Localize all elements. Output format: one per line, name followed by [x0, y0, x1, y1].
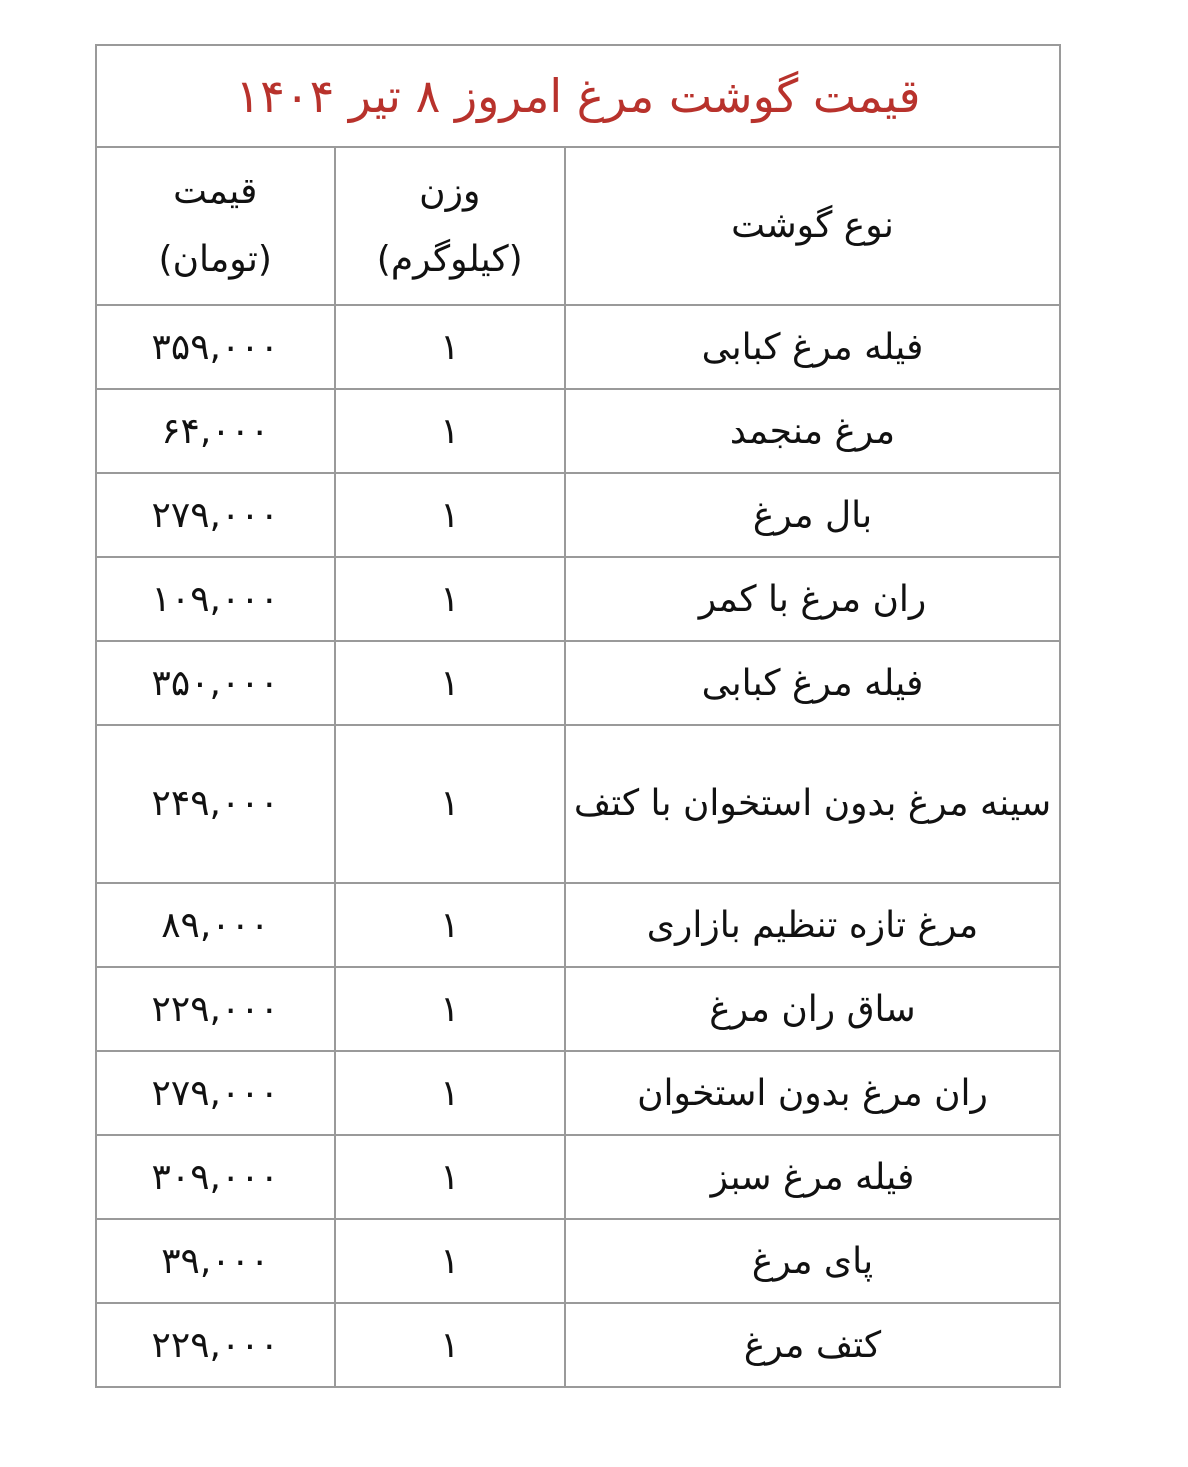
- header-type: نوع گوشت: [565, 147, 1060, 305]
- meat-price: ۲۷۹,۰۰۰: [96, 1051, 335, 1135]
- meat-price: ۳۹,۰۰۰: [96, 1219, 335, 1303]
- table-row: [96, 883, 1060, 967]
- meat-price: ۳۵۰,۰۰۰: [96, 641, 335, 725]
- meat-price: ۲۷۹,۰۰۰: [96, 473, 335, 557]
- table-row: [96, 557, 1060, 641]
- meat-type: کتف مرغ: [565, 1303, 1060, 1387]
- meat-weight: ۱: [335, 1219, 565, 1303]
- meat-weight: ۱: [335, 641, 565, 725]
- header-price-line2: (تومان): [158, 239, 272, 280]
- header-weight-line2: (کیلوگرم): [376, 239, 523, 280]
- table-row: [96, 1135, 1060, 1219]
- header-weight: [335, 147, 565, 305]
- meat-type: فیله مرغ سبز: [565, 1135, 1060, 1219]
- meat-type: فیله مرغ کبابی: [565, 641, 1060, 725]
- meat-type: فیله مرغ کبابی: [565, 305, 1060, 389]
- meat-price: ۸۹,۰۰۰: [96, 883, 335, 967]
- meat-price: ۶۴,۰۰۰: [96, 389, 335, 473]
- meat-type: ران مرغ با کمر: [565, 557, 1060, 641]
- table-row: [96, 389, 1060, 473]
- meat-type: مرغ منجمد: [565, 389, 1060, 473]
- meat-price: ۱۰۹,۰۰۰: [96, 557, 335, 641]
- meat-weight: ۱: [335, 1051, 565, 1135]
- meat-type: ران مرغ بدون استخوان: [565, 1051, 1060, 1135]
- header-price-line1: قیمت: [173, 171, 258, 212]
- meat-weight: ۱: [335, 557, 565, 641]
- meat-weight: ۱: [335, 305, 565, 389]
- meat-weight: ۱: [335, 725, 565, 883]
- header-row: [96, 147, 1060, 305]
- meat-price: ۳۰۹,۰۰۰: [96, 1135, 335, 1219]
- table-row: [96, 725, 1060, 883]
- chicken-price-table: [95, 44, 1061, 1388]
- table-row: [96, 1219, 1060, 1303]
- meat-weight: ۱: [335, 389, 565, 473]
- meat-type: مرغ تازه تنظیم بازاری: [565, 883, 1060, 967]
- table-row: [96, 1303, 1060, 1387]
- title-row: [96, 45, 1060, 147]
- table-row: [96, 641, 1060, 725]
- meat-type: ساق ران مرغ: [565, 967, 1060, 1051]
- meat-type: پای مرغ: [565, 1219, 1060, 1303]
- meat-weight: ۱: [335, 1303, 565, 1387]
- meat-price: ۳۵۹,۰۰۰: [96, 305, 335, 389]
- table-title: قیمت گوشت مرغ امروز ۸ تیر ۱۴۰۴: [96, 45, 1060, 147]
- table-row: [96, 967, 1060, 1051]
- table-row: [96, 305, 1060, 389]
- table-row: [96, 1051, 1060, 1135]
- meat-weight: ۱: [335, 883, 565, 967]
- header-price: [96, 147, 335, 305]
- meat-type: سینه مرغ بدون استخوان با کتف: [565, 725, 1060, 883]
- meat-type: بال مرغ: [565, 473, 1060, 557]
- meat-weight: ۱: [335, 1135, 565, 1219]
- table-row: [96, 473, 1060, 557]
- meat-price: ۲۲۹,۰۰۰: [96, 1303, 335, 1387]
- meat-price: ۲۲۹,۰۰۰: [96, 967, 335, 1051]
- header-weight-line1: وزن: [419, 171, 481, 212]
- meat-price: ۲۴۹,۰۰۰: [96, 725, 335, 883]
- meat-weight: ۱: [335, 967, 565, 1051]
- meat-weight: ۱: [335, 473, 565, 557]
